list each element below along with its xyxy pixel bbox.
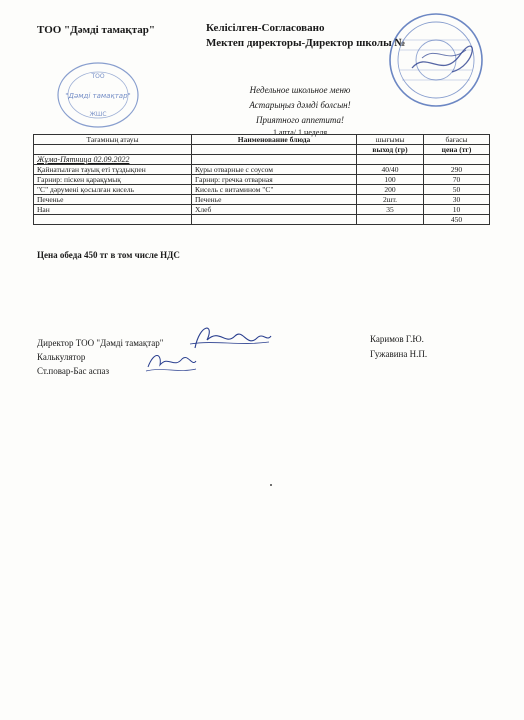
menu-table bbox=[33, 134, 490, 225]
stamp-top-text: ТОО bbox=[91, 73, 105, 80]
dish-name-ru: Кисель с витамином "С" bbox=[192, 185, 357, 195]
total-price: 450 bbox=[424, 215, 490, 225]
dish-output: 40/40 bbox=[357, 165, 424, 175]
table-row bbox=[34, 165, 490, 175]
dish-output: 100 bbox=[357, 175, 424, 185]
dish-price: 50 bbox=[424, 185, 490, 195]
chef-signature-label: Ст.повар-Бас аспаз bbox=[37, 366, 110, 376]
calculator-name: Гужавина Н.П. bbox=[370, 349, 428, 359]
table-day-row bbox=[34, 155, 490, 165]
dish-name-kz: Қайнатылған тауық еті тұздықпен bbox=[34, 165, 192, 175]
dish-output: 200 bbox=[357, 185, 424, 195]
dish-price: 30 bbox=[424, 195, 490, 205]
day-label: Жұма-Пятница 02.09.2022 bbox=[34, 155, 192, 165]
dish-name-ru: Куры отварные с соусом bbox=[192, 165, 357, 175]
dish-name-ru: Хлеб bbox=[192, 205, 357, 215]
director-name: Каримов Г.Ю. bbox=[370, 334, 424, 344]
header-name-ru: Наименование блюда bbox=[192, 135, 357, 145]
header-price-kz: бағасы bbox=[424, 135, 490, 145]
school-director-line: Мектеп директоры-Директор школы № bbox=[206, 37, 406, 49]
price-note: Цена обеда 450 тг в том числе НДС bbox=[37, 250, 180, 260]
calculator-signature-scribble bbox=[140, 345, 200, 377]
table-row bbox=[34, 175, 490, 185]
scan-speck bbox=[270, 484, 272, 486]
dish-name-ru: Печенье bbox=[192, 195, 357, 205]
dish-output: 2шт. bbox=[357, 195, 424, 205]
director-signature-label: Директор ТОО "Дәмді тамақтар" bbox=[37, 338, 164, 348]
dish-name-kz: Печенье bbox=[34, 195, 192, 205]
dish-name-kz: "С" дәрумені қосылған кисель bbox=[34, 185, 192, 195]
dish-price: 290 bbox=[424, 165, 490, 175]
header-price-ru: цена (тг) bbox=[424, 145, 490, 155]
menu-title: Недельное школьное меню bbox=[249, 85, 351, 95]
table-header-row bbox=[34, 135, 490, 145]
dish-price: 70 bbox=[424, 175, 490, 185]
school-round-stamp bbox=[382, 10, 490, 110]
stamp-name-text: "Дәмді тамақтар" bbox=[65, 92, 131, 100]
week-label: 1 апта/ 1 неделя bbox=[272, 128, 328, 137]
organization-name: ТОО "Дәмді тамақтар" bbox=[37, 24, 156, 36]
header-output-ru: выход (гр) bbox=[357, 145, 424, 155]
stamp-bottom-text: ЖШС bbox=[89, 111, 107, 118]
table-row bbox=[34, 205, 490, 215]
dish-output: 35 bbox=[357, 205, 424, 215]
table-row bbox=[34, 185, 490, 195]
approval-label: Келісілген-Согласовано bbox=[206, 22, 325, 34]
table-header-row bbox=[34, 145, 490, 155]
dish-name-ru: Гарнир: гречка отварная bbox=[192, 175, 357, 185]
calculator-signature-label: Калькулятор bbox=[37, 352, 86, 362]
table-row bbox=[34, 195, 490, 205]
table-total-row bbox=[34, 215, 490, 225]
bon-appetit-kz: Астарыңыз дәмді болсын! bbox=[249, 100, 351, 110]
dish-price: 10 bbox=[424, 205, 490, 215]
dish-name-kz: Гарнир: піскен қарақұмық bbox=[34, 175, 192, 185]
header-name-kz: Тағамның атауы bbox=[34, 135, 192, 145]
dish-name-kz: Нан bbox=[34, 205, 192, 215]
bon-appetit-ru: Приятного аппетита! bbox=[256, 115, 344, 125]
header-output-kz: шығымы bbox=[357, 135, 424, 145]
company-stamp bbox=[55, 60, 141, 130]
